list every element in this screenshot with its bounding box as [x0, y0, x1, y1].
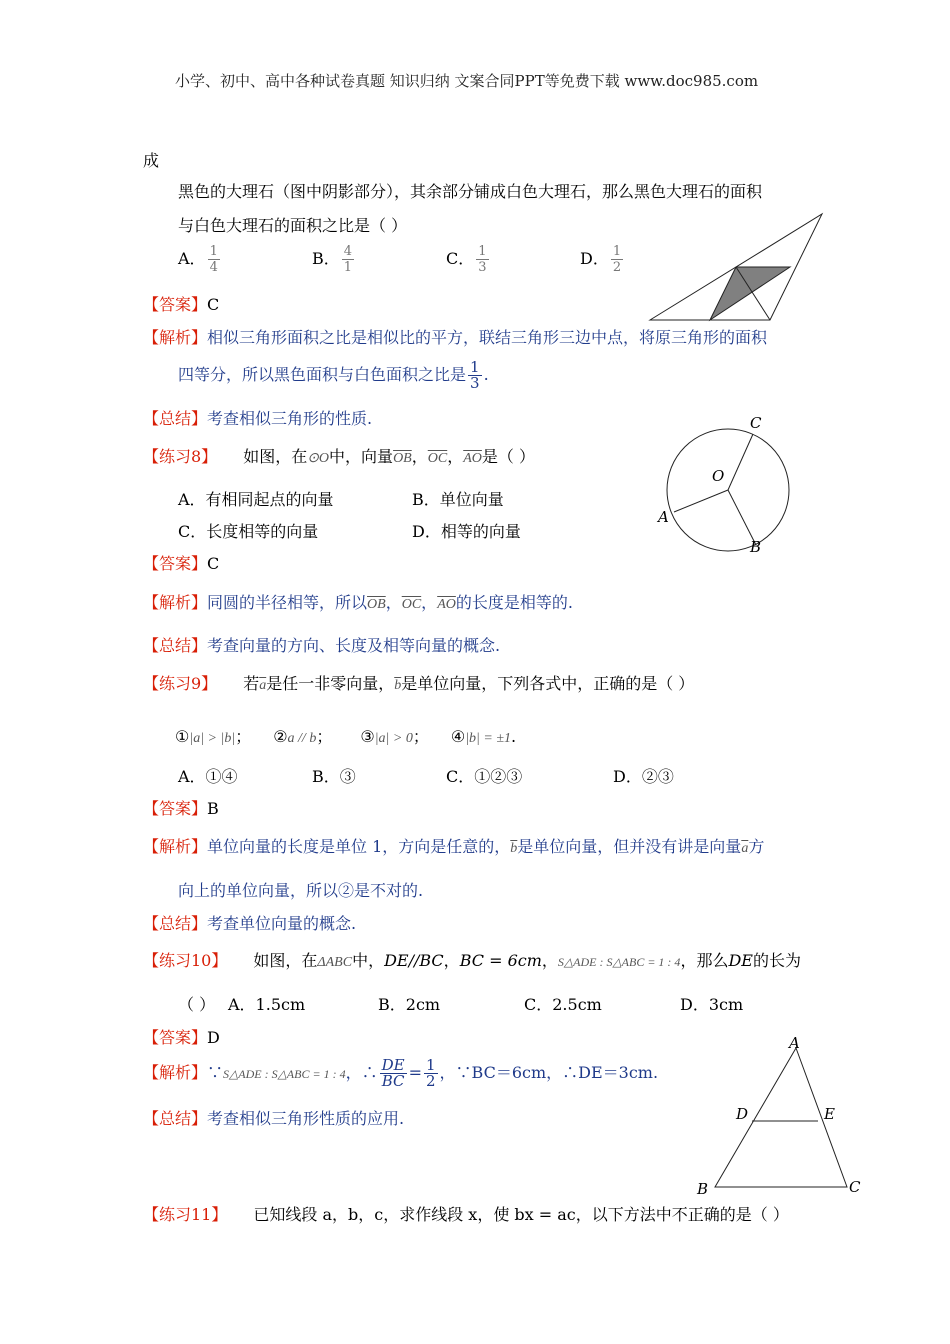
q8-summary: 【总结】考查向量的方向、长度及相等向量的概念.	[143, 636, 501, 655]
q7-option-b: B． $\frac{4}{1}$	[312, 244, 353, 275]
q10-answer: 【答案】D	[143, 1028, 220, 1047]
q10-label-c: C	[849, 1178, 861, 1196]
q9-expressions: ①|a| > |b|； ②a // b； ③|a| > 0； ④|b| = ±1.	[175, 727, 517, 746]
q7-option-c: C． $\frac{1}{3}$	[446, 244, 487, 275]
segment-oa	[674, 490, 728, 512]
q7-continuation: 成	[143, 151, 160, 170]
q7-option-d: D． $\frac{1}{2}$	[580, 244, 622, 275]
q7-stem-line2: 与白色大理石的面积之比是（ ）	[178, 216, 408, 235]
q8-option-d: D．相等的向量	[412, 522, 521, 541]
q7-stem-line1: 黑色的大理石（图中阴影部分），其余部分铺成白色大理石，那么黑色大理石的面积	[178, 182, 763, 201]
q7-summary: 【总结】考查相似三角形的性质.	[143, 409, 373, 428]
q10-option-d: D．3cm	[680, 995, 744, 1014]
q9-option-a: A．①④	[178, 767, 238, 786]
segment-oc	[728, 434, 753, 490]
q8-circle-figure	[650, 410, 810, 560]
q9-option-b: B．③	[312, 767, 356, 786]
q10-option-b: B．2cm	[378, 995, 441, 1014]
page-header: 小学、初中、高中各种试卷真题 知识归纳 文案合同PPT等免费下载 www.doc985.com	[175, 72, 759, 90]
q10-label-e: E	[824, 1105, 835, 1123]
q10-option-a: A．1.5cm	[228, 995, 306, 1014]
q10-paren: （ ）	[178, 995, 216, 1014]
q8-option-c: C．长度相等的向量	[178, 522, 319, 541]
q11-stem: 【练习11】 已知线段 a，b，c，求作线段 x，使 bx = ac，以下方法中不正确的是（ ）	[143, 1205, 789, 1224]
q7-answer: 【答案】C	[143, 295, 220, 314]
q10-label-b: B	[697, 1180, 709, 1198]
q8-answer: 【答案】C	[143, 554, 220, 573]
q9-summary: 【总结】考查单位向量的概念.	[143, 914, 357, 933]
q8-label-o: O	[712, 467, 725, 485]
q10-option-c: C．2.5cm	[524, 995, 602, 1014]
q9-stem: 【练习9】 若$\overline{a}$是任一非零向量，$\overline{b}$是单位向量，下列各式中，正确的是（ ）	[143, 674, 695, 693]
q10-label-a: A	[789, 1034, 800, 1052]
shaded-medial-triangle	[710, 267, 790, 320]
q7-option-a: A． $\frac{1}{4}$	[178, 244, 218, 275]
q8-stem: 【练习8】 如图，在⊙O中，向量$\overline{OB}$，$\overline{OC}$，$\overline{AO}$是（ ）	[143, 447, 535, 466]
q10-label-d: D	[736, 1105, 749, 1123]
q8-option-a: A．有相同起点的向量	[178, 490, 334, 509]
q8-label-b: B	[750, 538, 762, 556]
q10-triangle-figure	[700, 1040, 860, 1200]
q10-analysis: 【解析】∵S△ADE : S△ABC = 1 : 4，∴ $\frac{DE}{BC}$ = $\frac{1}{2}$ ，∵BC＝6cm，∴DE＝3cm.	[143, 1056, 659, 1090]
q8-analysis: 【解析】同圆的半径相等，所以$\overline{OB}$，$\overline{OC}$，$\overline{AO}$的长度是相等的.	[143, 593, 573, 612]
q7-analysis-line2: 四等分，所以黑色面积与白色面积之比是 $\frac{1}{3}$ .	[178, 358, 489, 392]
q8-option-b: B．单位向量	[412, 490, 504, 509]
q10-stem: 【练习10】 如图，在ΔABC中，DE//BC，BC = 6cm，S△ADE : S△ABC = 1 : 4，那么DE的长为	[143, 951, 801, 970]
q10-summary: 【总结】考查相似三角形性质的应用.	[143, 1109, 405, 1128]
q7-triangle-figure	[640, 210, 830, 325]
q7-analysis-line1: 【解析】相似三角形面积之比是相似比的平方，联结三角形三边中点，将原三角形的面积	[143, 328, 768, 347]
q9-analysis-line2: 向上的单位向量，所以②是不对的.	[178, 881, 424, 900]
q9-analysis-line1: 【解析】单位向量的长度是单位 1，方向是任意的，$\overline{b}$是单位向量，但并没有讲是向量$\overline{a}$方	[143, 837, 765, 856]
q9-answer: 【答案】B	[143, 799, 219, 818]
q9-option-d: D．②③	[613, 767, 674, 786]
q9-option-c: C．①②③	[446, 767, 523, 786]
q8-label-c: C	[750, 414, 762, 432]
q8-label-a: A	[658, 508, 669, 526]
